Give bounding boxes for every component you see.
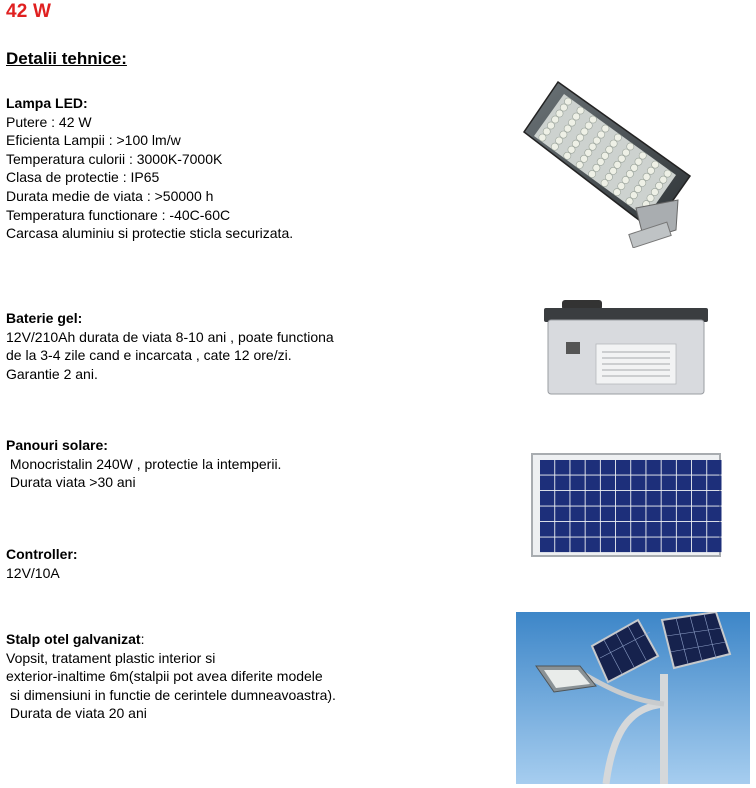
spec-line: Putere : 42 W (6, 113, 92, 130)
section-title-suffix: : (140, 631, 145, 647)
section-title: Stalp otel galvanizat (6, 631, 141, 647)
spec-line: Durata viata >30 ani (6, 474, 136, 491)
section-title: Panouri solare: (6, 437, 108, 453)
section-title: Lampa LED: (6, 95, 88, 111)
section-title: Baterie gel: (6, 310, 83, 326)
spec-line: Monocristalin 240W , protectie la intemperii. (6, 455, 282, 472)
controller-section (6, 545, 78, 582)
pole-section (6, 630, 336, 723)
battery-section (6, 309, 334, 383)
spec-line: Eficienta Lampii : >100 lm/w (6, 132, 181, 149)
spec-line: Garantie 2 ani. (6, 365, 98, 382)
spec-line: Clasa de protectie : IP65 (6, 169, 160, 186)
lamp-section (6, 94, 293, 243)
technical-details-heading: Detalii tehnice: (6, 49, 127, 68)
spec-line: 12V/210Ah durata de viata 8-10 ani , poate functiona (6, 328, 334, 345)
spec-line: Carcasa aluminiu si protectie sticla securizata. (6, 225, 294, 242)
spec-line: 12V/10A (6, 564, 60, 581)
spec-line: Durata de viata 20 ani (6, 705, 147, 722)
spec-line: Temperatura functionare : -40C-60C (6, 206, 231, 223)
spec-line: si dimensiuni in functie de cerintele dumneavoastra). (6, 686, 336, 703)
spec-line: exterior-inaltime 6m(stalpii pot avea diferite modele (6, 668, 323, 685)
spec-line: de la 3-4 zile cand e incarcata , cate 12 ore/zi. (6, 347, 292, 364)
led-street-lamp-image (518, 80, 698, 248)
panels-section (6, 436, 281, 492)
section-title: Controller: (6, 546, 78, 562)
solar-street-light-image (516, 612, 750, 784)
power-title: 42 W (6, 1, 52, 22)
solar-panel-image (530, 452, 722, 558)
gel-battery-image (540, 300, 712, 396)
spec-line: Vopsit, tratament plastic interior si (6, 649, 216, 666)
spec-line: Durata medie de viata : >50000 h (6, 187, 214, 204)
spec-line: Temperatura culorii : 3000K-7000K (6, 150, 223, 167)
